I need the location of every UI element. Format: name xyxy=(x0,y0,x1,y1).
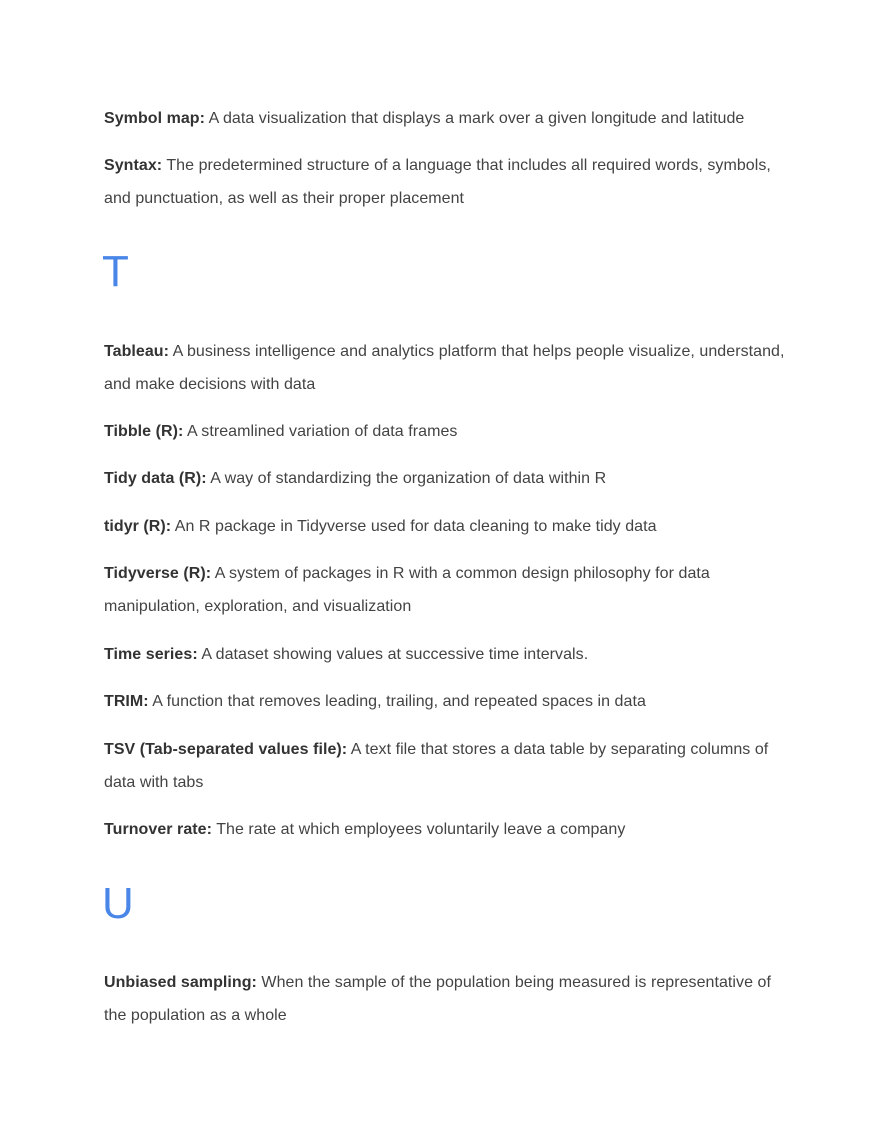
glossary-term: Syntax: xyxy=(104,157,163,174)
glossary-term: Tidy data (R): xyxy=(104,470,207,487)
glossary-entry-turnover-rate xyxy=(104,813,794,846)
glossary-term: Time series: xyxy=(104,646,198,663)
glossary-term: Unbiased sampling: xyxy=(104,974,257,991)
glossary-term: TRIM: xyxy=(104,693,149,710)
glossary-definition: The rate at which employees voluntarily leave a company xyxy=(211,821,626,838)
glossary-entry-symbol-map xyxy=(104,102,794,135)
glossary-definition: When the sample of the population being measured is representative of the population as a whole xyxy=(104,974,771,1024)
glossary-entry-time-series xyxy=(104,638,794,671)
glossary-entry-unbiased-sampling xyxy=(104,966,794,1032)
glossary-term: Tibble (R): xyxy=(104,423,184,440)
glossary-definition: The predetermined structure of a language that includes all required words, symbols, and punctuation, as well as their proper placement xyxy=(104,157,771,207)
glossary-term: Tableau: xyxy=(104,343,170,360)
glossary-entry-tableau xyxy=(104,335,794,401)
glossary-term: Tidyverse (R): xyxy=(104,565,212,582)
section-heading-u: U xyxy=(102,879,134,928)
glossary-term: TSV (Tab-separated values file): xyxy=(104,741,348,758)
glossary-definition: A system of packages in R with a common design philosophy for data manipulation, exploration, and visualization xyxy=(104,565,710,615)
glossary-entry-tibble xyxy=(104,415,794,448)
glossary-definition: A streamlined variation of data frames xyxy=(183,423,458,440)
glossary-entry-tidyverse xyxy=(104,557,794,623)
glossary-entry-trim xyxy=(104,685,794,718)
section-heading-t: T xyxy=(102,247,129,296)
glossary-entry-tidy-data xyxy=(104,462,794,495)
glossary-definition: A text file that stores a data table by separating columns of data with tabs xyxy=(104,741,769,791)
glossary-term: Turnover rate: xyxy=(104,821,212,838)
glossary-entry-tidyr xyxy=(104,510,794,543)
glossary-definition: A data visualization that displays a mark over a given longitude and latitude xyxy=(205,110,745,127)
glossary-entry-syntax xyxy=(104,149,794,215)
glossary-definition: A function that removes leading, trailing, and repeated spaces in data xyxy=(148,693,646,710)
glossary-definition: A business intelligence and analytics platform that helps people visualize, understand, and make decisions with data xyxy=(104,343,785,393)
glossary-definition: An R package in Tidyverse used for data cleaning to make tidy data xyxy=(171,518,657,535)
glossary-entry-tsv xyxy=(104,733,794,799)
glossary-definition: A way of standardizing the organization of data within R xyxy=(206,470,607,487)
glossary-term: Symbol map: xyxy=(104,110,206,127)
glossary-definition: A dataset showing values at successive time intervals. xyxy=(197,646,589,663)
glossary-term: tidyr (R): xyxy=(104,518,172,535)
